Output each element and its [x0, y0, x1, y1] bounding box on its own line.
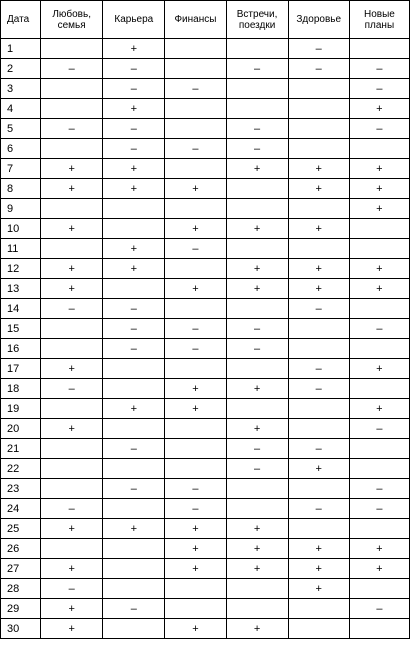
cell-finance: +	[165, 619, 226, 639]
cell-finance	[165, 459, 226, 479]
cell-career	[103, 219, 165, 239]
date-cell: 5	[1, 119, 41, 139]
cell-new-plans	[349, 579, 409, 599]
date-cell: 23	[1, 479, 41, 499]
cell-love-family	[41, 99, 103, 119]
date-cell: 29	[1, 599, 41, 619]
cell-love-family	[41, 459, 103, 479]
cell-health: –	[288, 299, 349, 319]
cell-finance	[165, 119, 226, 139]
cell-new-plans: –	[349, 319, 409, 339]
cell-meetings-trips: –	[226, 459, 288, 479]
cell-meetings-trips: +	[226, 279, 288, 299]
cell-love-family	[41, 79, 103, 99]
cell-meetings-trips: +	[226, 619, 288, 639]
cell-health: +	[288, 219, 349, 239]
cell-finance: +	[165, 179, 226, 199]
cell-meetings-trips	[226, 199, 288, 219]
table-row	[1, 59, 410, 79]
table-row	[1, 239, 410, 259]
cell-meetings-trips	[226, 359, 288, 379]
cell-health	[288, 239, 349, 259]
column-header-love-family: Любовь, семья	[41, 1, 103, 39]
cell-career	[103, 379, 165, 399]
cell-new-plans	[349, 439, 409, 459]
cell-health: –	[288, 379, 349, 399]
table-row	[1, 379, 410, 399]
table-body	[1, 39, 410, 639]
cell-love-family: +	[41, 259, 103, 279]
cell-love-family: +	[41, 279, 103, 299]
cell-career	[103, 499, 165, 519]
cell-love-family: +	[41, 519, 103, 539]
table-row	[1, 319, 410, 339]
cell-health	[288, 399, 349, 419]
cell-new-plans: +	[349, 199, 409, 219]
date-cell: 20	[1, 419, 41, 439]
table-row	[1, 79, 410, 99]
table-row	[1, 279, 410, 299]
cell-new-plans: –	[349, 479, 409, 499]
cell-finance	[165, 259, 226, 279]
cell-finance: +	[165, 379, 226, 399]
cell-finance: –	[165, 479, 226, 499]
date-cell: 9	[1, 199, 41, 219]
cell-meetings-trips	[226, 599, 288, 619]
cell-love-family: –	[41, 119, 103, 139]
cell-finance: –	[165, 139, 226, 159]
cell-love-family: –	[41, 379, 103, 399]
cell-new-plans	[349, 219, 409, 239]
cell-health	[288, 519, 349, 539]
table-row	[1, 539, 410, 559]
cell-meetings-trips: –	[226, 439, 288, 459]
cell-love-family	[41, 439, 103, 459]
table-row	[1, 219, 410, 239]
cell-new-plans	[349, 39, 409, 59]
date-cell: 10	[1, 219, 41, 239]
date-cell: 27	[1, 559, 41, 579]
cell-meetings-trips: +	[226, 159, 288, 179]
cell-meetings-trips	[226, 179, 288, 199]
column-header-health: Здоровье	[288, 1, 349, 39]
cell-meetings-trips	[226, 239, 288, 259]
cell-love-family: +	[41, 219, 103, 239]
cell-new-plans	[349, 339, 409, 359]
cell-new-plans: +	[349, 99, 409, 119]
cell-health	[288, 99, 349, 119]
cell-finance: +	[165, 279, 226, 299]
cell-health	[288, 599, 349, 619]
date-cell: 3	[1, 79, 41, 99]
cell-career: –	[103, 79, 165, 99]
cell-health: –	[288, 39, 349, 59]
date-cell: 12	[1, 259, 41, 279]
table-row	[1, 259, 410, 279]
cell-finance: +	[165, 539, 226, 559]
cell-new-plans: –	[349, 499, 409, 519]
cell-meetings-trips	[226, 39, 288, 59]
cell-meetings-trips: +	[226, 539, 288, 559]
cell-new-plans	[349, 379, 409, 399]
table-row	[1, 459, 410, 479]
cell-love-family	[41, 539, 103, 559]
cell-new-plans: +	[349, 159, 409, 179]
cell-career	[103, 559, 165, 579]
table-row	[1, 559, 410, 579]
date-cell: 16	[1, 339, 41, 359]
cell-meetings-trips	[226, 479, 288, 499]
date-cell: 30	[1, 619, 41, 639]
date-cell: 14	[1, 299, 41, 319]
cell-love-family: +	[41, 359, 103, 379]
cell-new-plans: –	[349, 599, 409, 619]
date-cell: 19	[1, 399, 41, 419]
cell-health: –	[288, 59, 349, 79]
cell-finance	[165, 199, 226, 219]
cell-career: –	[103, 119, 165, 139]
table-row	[1, 579, 410, 599]
cell-finance	[165, 99, 226, 119]
date-cell: 2	[1, 59, 41, 79]
table-row	[1, 479, 410, 499]
table-row	[1, 519, 410, 539]
cell-finance: –	[165, 499, 226, 519]
cell-love-family: –	[41, 499, 103, 519]
date-cell: 15	[1, 319, 41, 339]
cell-new-plans	[349, 619, 409, 639]
cell-career: –	[103, 59, 165, 79]
date-cell: 22	[1, 459, 41, 479]
cell-finance	[165, 359, 226, 379]
cell-love-family: –	[41, 579, 103, 599]
cell-love-family: –	[41, 59, 103, 79]
cell-health: +	[288, 459, 349, 479]
cell-health: –	[288, 439, 349, 459]
cell-career	[103, 619, 165, 639]
cell-new-plans: –	[349, 119, 409, 139]
cell-meetings-trips: –	[226, 59, 288, 79]
column-header-meetings-trips: Встречи, поездки	[226, 1, 288, 39]
date-cell: 25	[1, 519, 41, 539]
header-row	[1, 1, 410, 39]
cell-career: –	[103, 139, 165, 159]
cell-love-family: +	[41, 619, 103, 639]
table-row	[1, 439, 410, 459]
cell-love-family: +	[41, 159, 103, 179]
table-row	[1, 619, 410, 639]
cell-health: –	[288, 499, 349, 519]
cell-meetings-trips	[226, 399, 288, 419]
cell-meetings-trips: +	[226, 219, 288, 239]
cell-finance: –	[165, 319, 226, 339]
cell-career	[103, 199, 165, 219]
cell-health: +	[288, 279, 349, 299]
cell-career	[103, 279, 165, 299]
table-row	[1, 139, 410, 159]
cell-love-family: +	[41, 179, 103, 199]
table-row	[1, 419, 410, 439]
cell-finance	[165, 419, 226, 439]
cell-love-family	[41, 479, 103, 499]
cell-meetings-trips	[226, 579, 288, 599]
table-header	[1, 1, 410, 39]
cell-love-family	[41, 399, 103, 419]
cell-health: +	[288, 159, 349, 179]
cell-love-family: +	[41, 599, 103, 619]
cell-health	[288, 319, 349, 339]
cell-meetings-trips: –	[226, 339, 288, 359]
cell-health	[288, 479, 349, 499]
table-row	[1, 99, 410, 119]
cell-health	[288, 619, 349, 639]
cell-health	[288, 119, 349, 139]
cell-new-plans: +	[349, 179, 409, 199]
cell-meetings-trips	[226, 79, 288, 99]
column-header-finance: Финансы	[165, 1, 226, 39]
cell-finance: +	[165, 519, 226, 539]
date-cell: 24	[1, 499, 41, 519]
date-cell: 7	[1, 159, 41, 179]
cell-finance	[165, 159, 226, 179]
cell-meetings-trips	[226, 499, 288, 519]
cell-new-plans	[349, 519, 409, 539]
date-cell: 6	[1, 139, 41, 159]
cell-finance: –	[165, 339, 226, 359]
cell-love-family	[41, 319, 103, 339]
cell-love-family	[41, 199, 103, 219]
date-cell: 21	[1, 439, 41, 459]
date-cell: 11	[1, 239, 41, 259]
cell-new-plans: –	[349, 419, 409, 439]
cell-meetings-trips: +	[226, 379, 288, 399]
cell-career: +	[103, 519, 165, 539]
cell-new-plans: +	[349, 259, 409, 279]
cell-health: +	[288, 579, 349, 599]
cell-health	[288, 79, 349, 99]
column-header-new-plans: Новые планы	[349, 1, 409, 39]
cell-meetings-trips: +	[226, 559, 288, 579]
cell-love-family	[41, 39, 103, 59]
date-cell: 18	[1, 379, 41, 399]
cell-finance	[165, 59, 226, 79]
date-cell: 1	[1, 39, 41, 59]
cell-health	[288, 139, 349, 159]
cell-career: –	[103, 319, 165, 339]
date-cell: 26	[1, 539, 41, 559]
cell-new-plans: –	[349, 59, 409, 79]
cell-health: –	[288, 359, 349, 379]
cell-finance: –	[165, 239, 226, 259]
cell-health	[288, 199, 349, 219]
cell-career: –	[103, 339, 165, 359]
table-row	[1, 39, 410, 59]
cell-new-plans: –	[349, 79, 409, 99]
cell-new-plans: +	[349, 559, 409, 579]
cell-health	[288, 339, 349, 359]
cell-new-plans	[349, 139, 409, 159]
cell-career	[103, 579, 165, 599]
cell-meetings-trips: –	[226, 119, 288, 139]
cell-meetings-trips	[226, 99, 288, 119]
cell-career: +	[103, 239, 165, 259]
table-row	[1, 119, 410, 139]
table-row	[1, 399, 410, 419]
cell-career: +	[103, 259, 165, 279]
table-row	[1, 339, 410, 359]
cell-finance	[165, 579, 226, 599]
cell-new-plans	[349, 239, 409, 259]
table-row	[1, 159, 410, 179]
column-header-career: Карьера	[103, 1, 165, 39]
cell-love-family	[41, 339, 103, 359]
cell-meetings-trips: +	[226, 259, 288, 279]
cell-finance: –	[165, 79, 226, 99]
cell-meetings-trips: +	[226, 519, 288, 539]
cell-finance: +	[165, 399, 226, 419]
cell-career: –	[103, 479, 165, 499]
cell-love-family: +	[41, 419, 103, 439]
cell-love-family: –	[41, 299, 103, 319]
cell-career: +	[103, 99, 165, 119]
cell-career	[103, 359, 165, 379]
cell-health: +	[288, 539, 349, 559]
cell-finance	[165, 599, 226, 619]
cell-meetings-trips: +	[226, 419, 288, 439]
cell-career: +	[103, 399, 165, 419]
cell-career	[103, 459, 165, 479]
cell-new-plans: +	[349, 359, 409, 379]
cell-meetings-trips: –	[226, 319, 288, 339]
cell-career: +	[103, 179, 165, 199]
table-row	[1, 299, 410, 319]
table-row	[1, 359, 410, 379]
table-row	[1, 199, 410, 219]
table-row	[1, 599, 410, 619]
date-cell: 28	[1, 579, 41, 599]
cell-meetings-trips: –	[226, 139, 288, 159]
cell-new-plans: +	[349, 279, 409, 299]
table-row	[1, 499, 410, 519]
cell-career: –	[103, 439, 165, 459]
cell-career: –	[103, 299, 165, 319]
cell-career: +	[103, 159, 165, 179]
cell-health	[288, 419, 349, 439]
cell-finance	[165, 299, 226, 319]
date-cell: 13	[1, 279, 41, 299]
column-header-date: Дата	[1, 1, 41, 39]
cell-finance	[165, 439, 226, 459]
cell-new-plans	[349, 299, 409, 319]
cell-finance	[165, 39, 226, 59]
cell-finance: +	[165, 559, 226, 579]
cell-love-family: +	[41, 559, 103, 579]
cell-career: +	[103, 39, 165, 59]
cell-new-plans	[349, 459, 409, 479]
cell-health: +	[288, 179, 349, 199]
cell-health: +	[288, 259, 349, 279]
cell-career: –	[103, 599, 165, 619]
cell-new-plans: +	[349, 539, 409, 559]
cell-love-family	[41, 239, 103, 259]
table-row	[1, 179, 410, 199]
cell-career	[103, 419, 165, 439]
cell-love-family	[41, 139, 103, 159]
date-cell: 17	[1, 359, 41, 379]
date-cell: 4	[1, 99, 41, 119]
cell-finance: +	[165, 219, 226, 239]
cell-meetings-trips	[226, 299, 288, 319]
cell-career	[103, 539, 165, 559]
cell-health: +	[288, 559, 349, 579]
cell-new-plans: +	[349, 399, 409, 419]
date-cell: 8	[1, 179, 41, 199]
